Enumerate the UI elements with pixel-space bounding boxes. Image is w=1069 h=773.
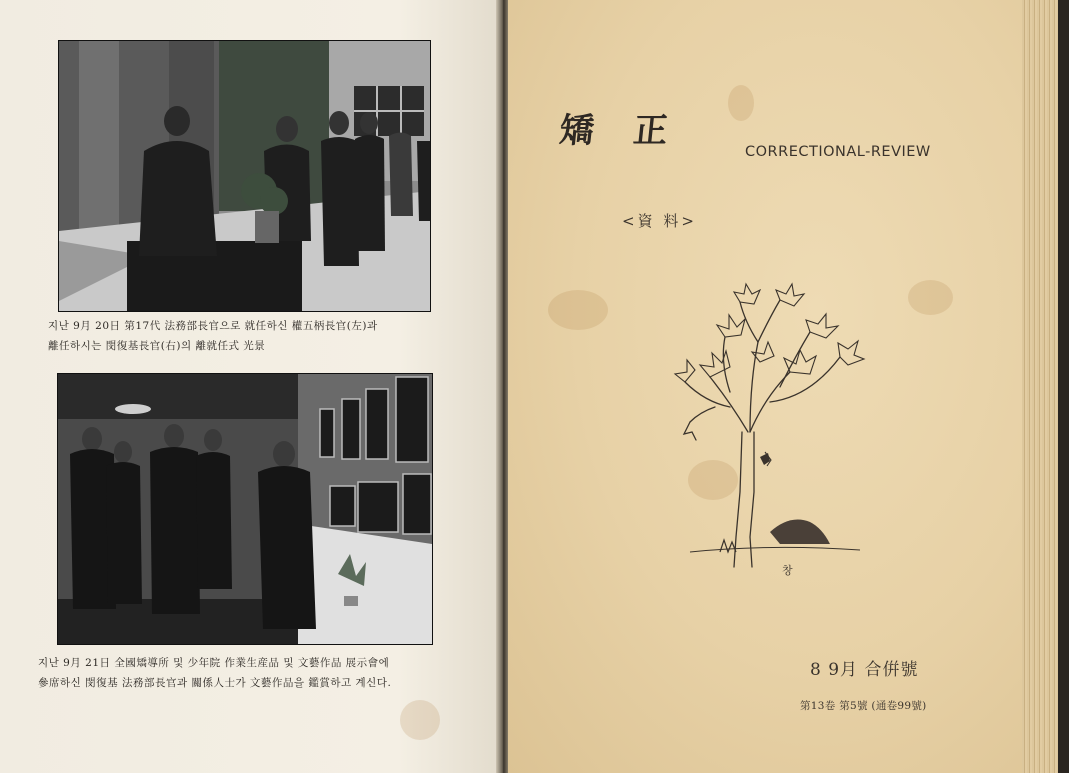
volume-label: 第13卷 第5號 (通卷99號) <box>800 700 927 712</box>
artist-signature: 창 <box>782 564 793 577</box>
ceremony-photo <box>58 40 431 312</box>
caption-line: 參席하신 閔復基 法務部長官과 關係人士가 文藝作品을 鑑賞하고 계신다. <box>38 677 392 689</box>
exhibition-photo <box>57 373 433 645</box>
cover-edge <box>1058 0 1069 773</box>
photo1-caption <box>48 316 468 356</box>
paper-stain <box>908 280 953 315</box>
journal-title-english: CORRECTIONAL-REVIEW <box>745 144 931 160</box>
section-label: <資 料> <box>622 212 697 230</box>
caption-line: 지난 9月 21日 全國矯導所 및 少年院 作業生産品 및 文藝作品 展示會에 <box>38 657 390 669</box>
caption-line: 離任하시는 閔復基長官(右)의 離就任式 光景 <box>48 340 266 352</box>
tree-illustration <box>670 282 870 582</box>
caption-line: 지난 9月 20日 第17代 法務部長官으로 就任하신 權五柄長官(左)과 <box>48 320 378 332</box>
issue-label: 8 9月 合倂號 <box>810 660 919 680</box>
journal-title: 矯 正 <box>557 111 684 151</box>
photo2-caption <box>38 653 468 693</box>
left-page <box>0 0 498 773</box>
paper-stain <box>728 85 754 121</box>
paper-stain <box>548 290 608 330</box>
paper-stain <box>400 700 440 740</box>
